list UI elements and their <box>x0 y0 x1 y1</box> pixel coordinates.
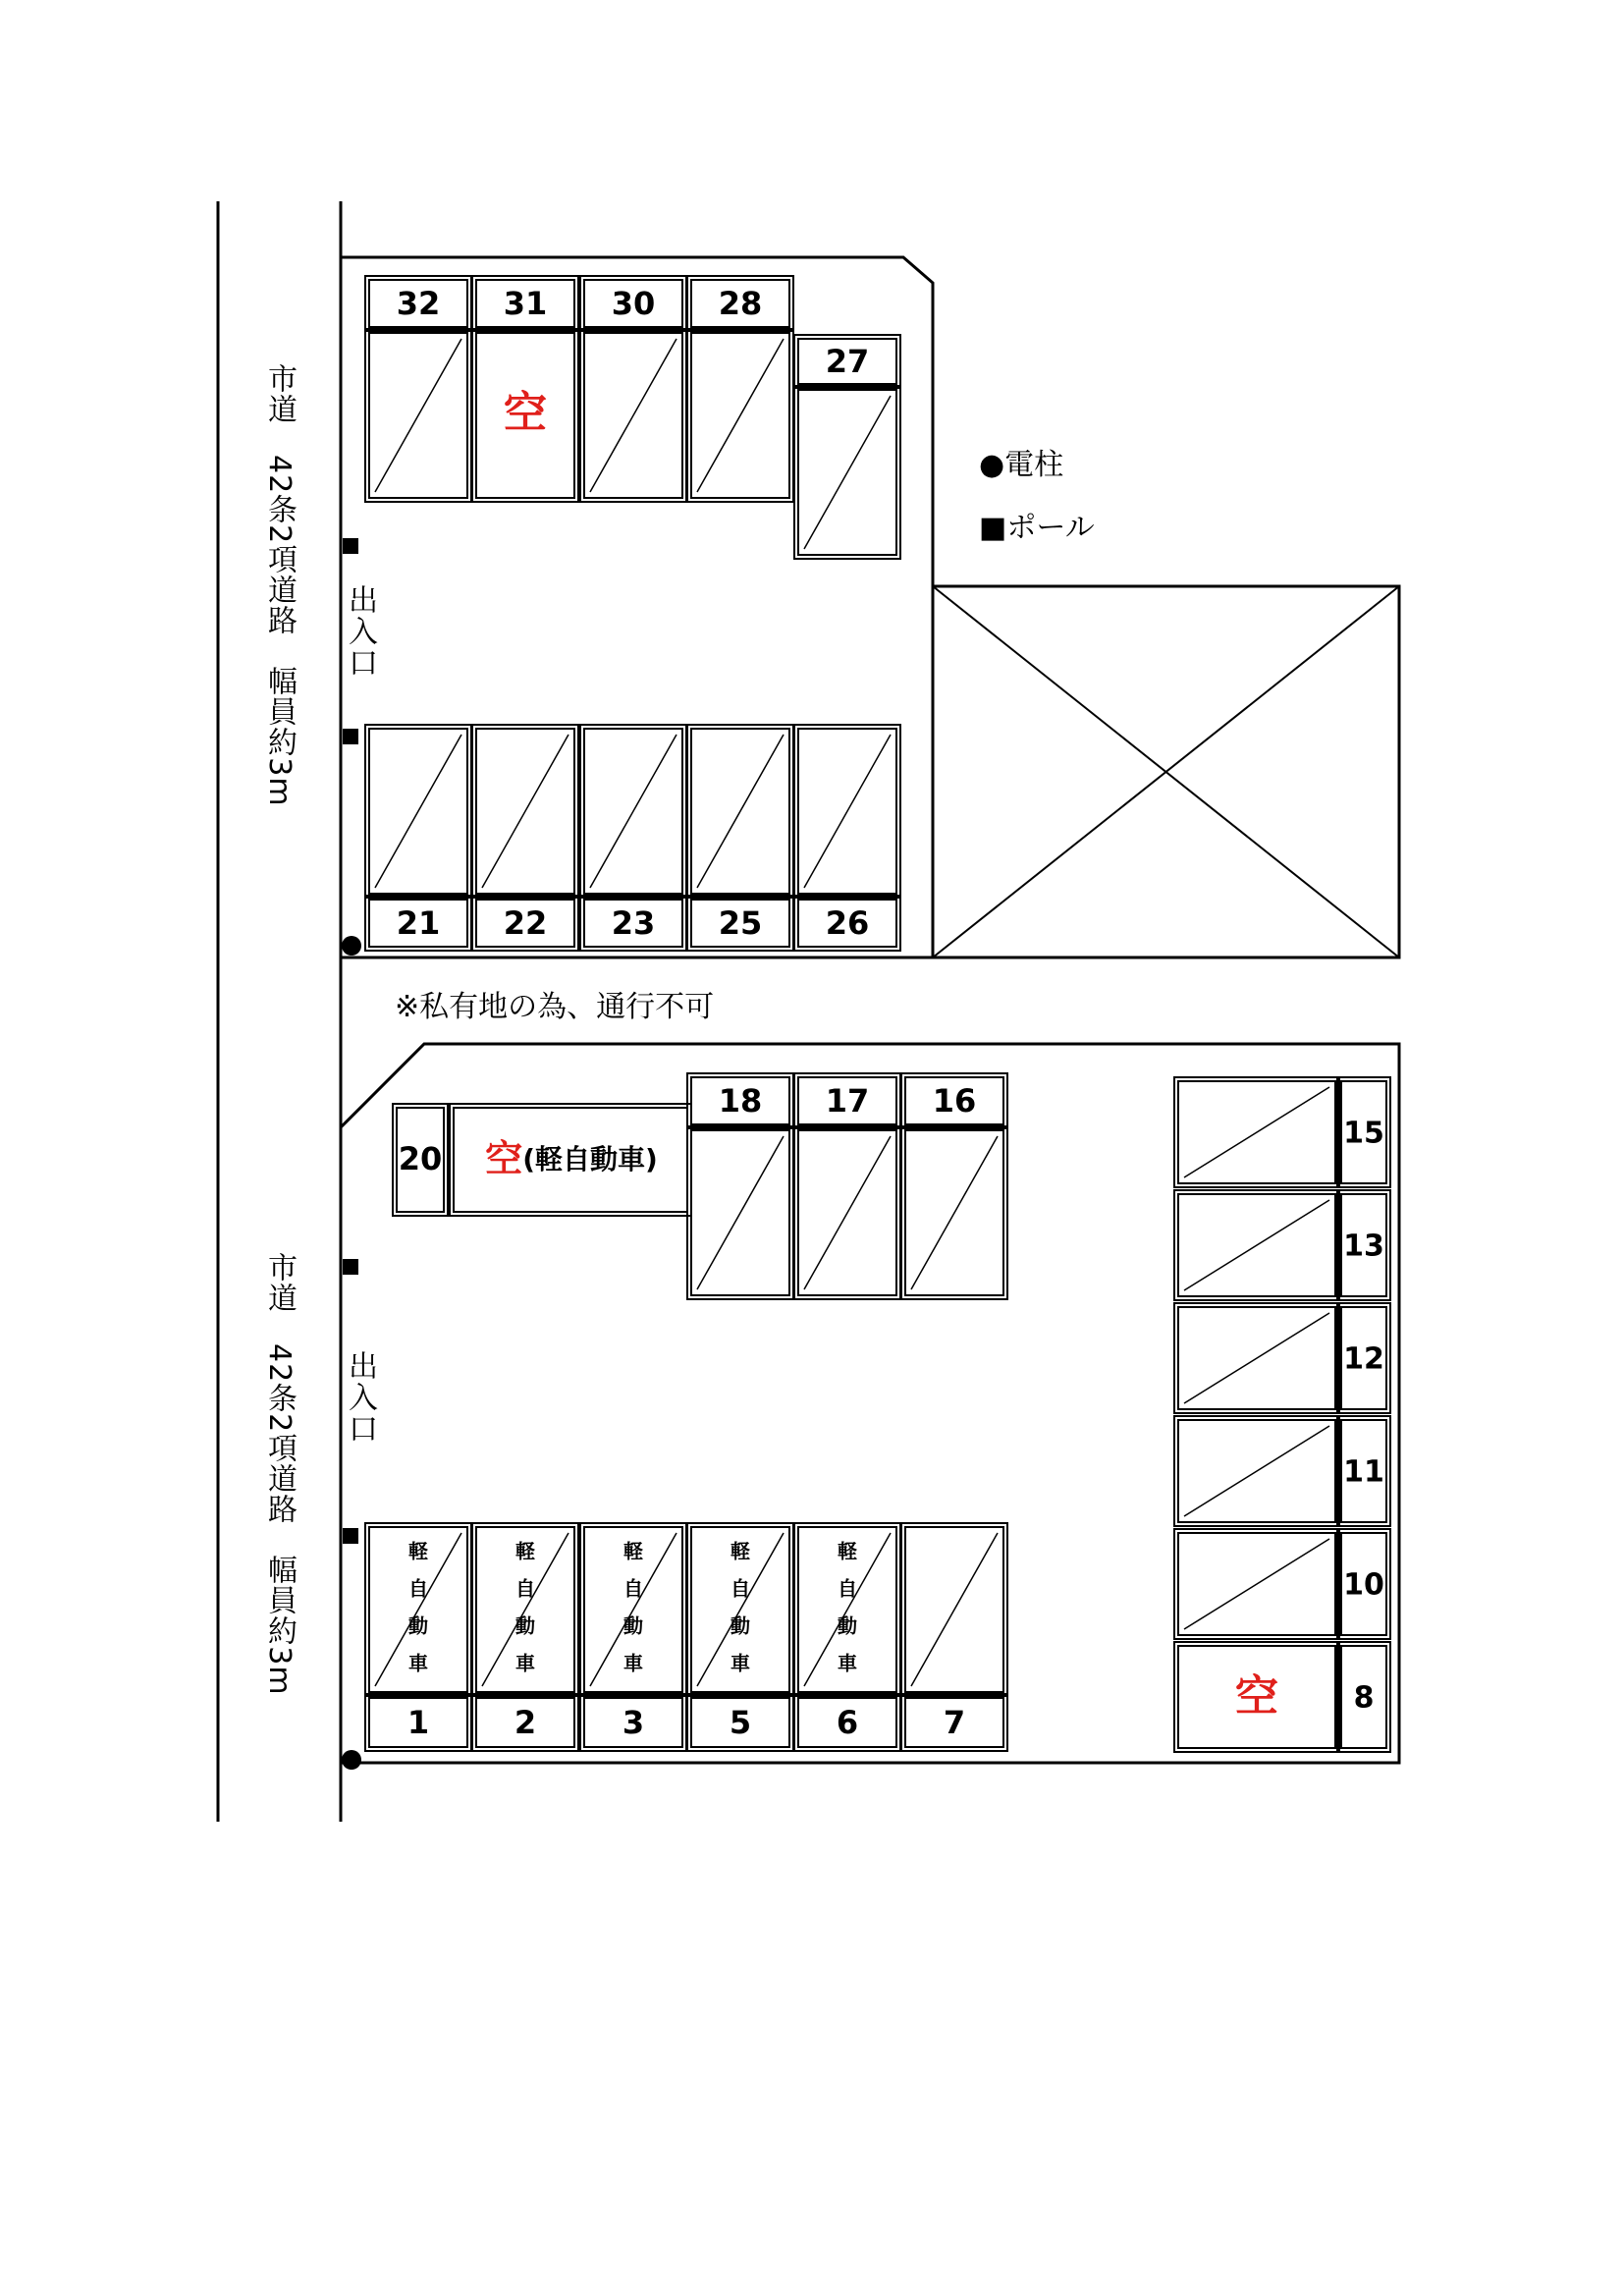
parking-space-20 <box>393 1104 691 1216</box>
space-10-number-text: 10 <box>1343 1567 1384 1603</box>
entrance-lower-label: 出入口 <box>343 1350 377 1445</box>
space-5-kei-char: 自 <box>731 1576 750 1601</box>
parking-space-12 <box>1174 1303 1390 1413</box>
space-1-kei-char: 動 <box>408 1613 428 1638</box>
space-20-number-text: 20 <box>398 1140 443 1177</box>
space-5-kei-char: 軽 <box>731 1539 750 1563</box>
space-6-kei-char: 自 <box>838 1576 857 1601</box>
legend-pole-square: ■ポール <box>979 511 1095 545</box>
space-1-kei-char: 自 <box>408 1576 428 1601</box>
parking-space-27 <box>794 335 900 559</box>
space-3-kei-char: 自 <box>623 1576 643 1601</box>
parking-space-3 <box>580 1523 686 1751</box>
parking-space-10 <box>1174 1529 1390 1639</box>
no-passage-note: ※私有地の為、通行不可 <box>395 990 715 1024</box>
space-23-number-text: 23 <box>611 904 656 942</box>
space-8-vacant-text: 空 <box>1235 1671 1278 1722</box>
space-1-number-text: 1 <box>406 1704 430 1741</box>
space-32-number-text: 32 <box>396 285 441 322</box>
parking-space-21 <box>365 725 471 951</box>
parking-space-30 <box>580 276 686 502</box>
space-31-number-text: 31 <box>503 285 548 322</box>
space-5-kei-char: 動 <box>731 1613 750 1638</box>
space-3-kei-char: 動 <box>623 1613 643 1638</box>
space-20-vacant-text <box>485 1137 658 1180</box>
parking-space-6 <box>794 1523 900 1751</box>
space-2-kei-char: 自 <box>515 1576 535 1601</box>
space-2-kei-char: 動 <box>515 1613 535 1638</box>
space-1-kei-char: 車 <box>408 1651 428 1675</box>
parking-space-15 <box>1174 1077 1390 1187</box>
space-5-number-text: 5 <box>729 1704 752 1741</box>
space-16-number-text: 16 <box>932 1082 977 1120</box>
space-11-number-text: 11 <box>1343 1454 1384 1490</box>
parking-space-32 <box>365 276 471 502</box>
space-27-number-text: 27 <box>825 343 870 380</box>
space-8-number-text: 8 <box>1353 1680 1375 1716</box>
space-3-kei-char: 軽 <box>623 1539 643 1563</box>
legend-pole-circle: ●電柱 <box>979 448 1064 482</box>
utility-pole-marker <box>342 1750 361 1770</box>
space-2-kei-char: 車 <box>515 1651 535 1675</box>
space-20-vacant-red: 空 <box>485 1136 523 1180</box>
space-17-number-text: 17 <box>825 1082 870 1120</box>
space-20-kei-label: (軽自動車) <box>522 1143 658 1175</box>
parking-space-18 <box>687 1073 793 1299</box>
road-label-upper: 市道 42条2項道路 幅員約3m <box>262 363 297 807</box>
space-1-kei-char: 軽 <box>408 1539 428 1563</box>
parking-space-22 <box>472 725 578 951</box>
parking-space-25 <box>687 725 793 951</box>
space-3-kei-char: 車 <box>623 1651 643 1675</box>
space-2-number-text: 2 <box>514 1704 537 1741</box>
parking-space-23 <box>580 725 686 951</box>
space-13-number-text: 13 <box>1343 1229 1384 1264</box>
parking-space-7 <box>901 1523 1007 1751</box>
space-6-kei-char: 動 <box>838 1613 857 1638</box>
space-7-number-text: 7 <box>943 1704 966 1741</box>
parking-space-28 <box>687 276 793 502</box>
pole-square-marker <box>343 1528 358 1544</box>
space-12-number-text: 12 <box>1343 1341 1384 1377</box>
space-21-number-text: 21 <box>396 904 441 942</box>
parking-space-31 <box>472 276 578 502</box>
parking-space-5 <box>687 1523 793 1751</box>
space-18-number-text: 18 <box>718 1082 763 1120</box>
space-2-kei-char: 軽 <box>515 1539 535 1563</box>
parking-space-26 <box>794 725 900 951</box>
parking-space-2 <box>472 1523 578 1751</box>
space-31-vacant-text: 空 <box>504 388 547 438</box>
parking-space-17 <box>794 1073 900 1299</box>
pole-square-marker <box>343 538 358 554</box>
space-3-number-text: 3 <box>622 1704 645 1741</box>
space-25-number-text: 25 <box>718 904 763 942</box>
pole-square-marker <box>343 729 358 744</box>
space-15-number-text: 15 <box>1343 1116 1384 1151</box>
parking-space-13 <box>1174 1190 1390 1300</box>
road-label-lower: 市道 42条2項道路 幅員約3m <box>262 1252 297 1696</box>
space-6-number-text: 6 <box>836 1704 859 1741</box>
parking-space-8 <box>1174 1642 1390 1752</box>
space-30-number-text: 30 <box>611 285 656 322</box>
space-22-number-text: 22 <box>503 904 548 942</box>
space-28-number-text: 28 <box>718 285 763 322</box>
parking-space-1 <box>365 1523 471 1751</box>
space-6-kei-char: 車 <box>838 1651 857 1675</box>
parking-space-16 <box>901 1073 1007 1299</box>
parking-space-11 <box>1174 1416 1390 1526</box>
entrance-upper-label: 出入口 <box>343 584 377 679</box>
space-5-kei-char: 車 <box>731 1651 750 1675</box>
space-6-kei-char: 軽 <box>838 1539 857 1563</box>
space-26-number-text: 26 <box>825 904 870 942</box>
utility-pole-marker <box>342 936 361 956</box>
pole-square-marker <box>343 1259 358 1275</box>
